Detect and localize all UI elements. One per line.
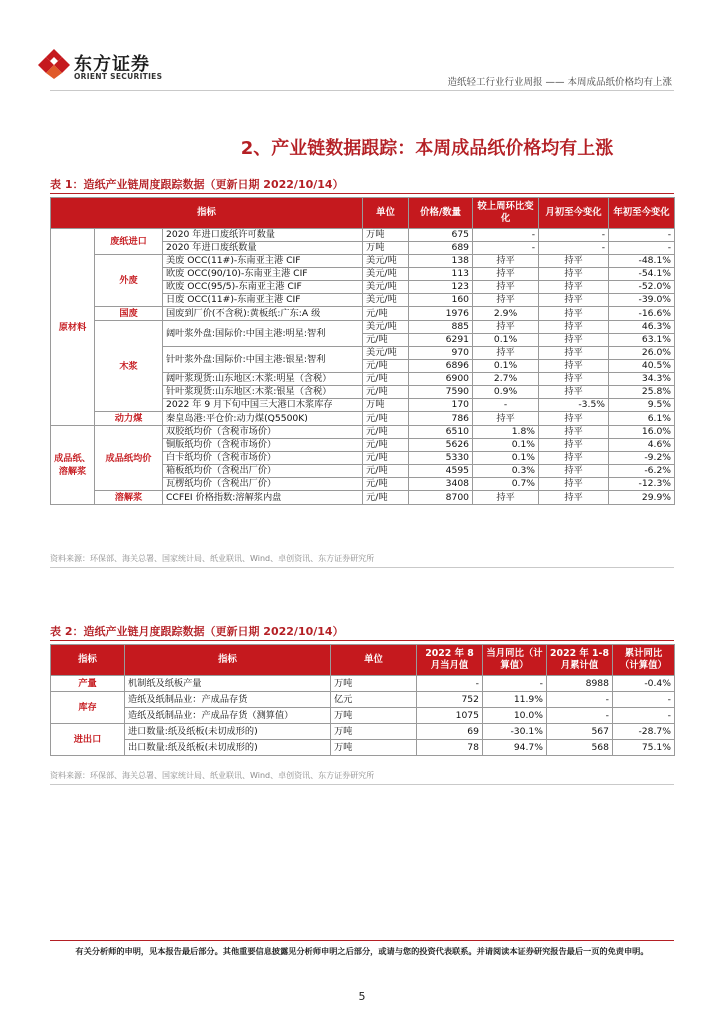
table2-caption: 表 2：造纸产业链月度跟踪数据（更新日期 2022/10/14） (50, 625, 344, 638)
table1-caption-line (50, 193, 674, 194)
table2-bottom-line (50, 784, 674, 785)
header-mtd: 月初至今变化 (539, 198, 609, 229)
header-wow: 较上周环比变化 (473, 198, 539, 229)
header-value: 价格/数量 (409, 198, 473, 229)
brand-name-en: ORIENT SECURITIES (74, 72, 163, 81)
table-row: 产量 机制纸及纸板产量 万吨 - - 8988 -0.4% (51, 676, 675, 692)
table-row: 日废 OCC(11#)-东南亚主港 CIF 美元/吨 160 持平 持平 -39.0% (51, 294, 675, 307)
footer-divider (50, 940, 674, 941)
table-row: 动力煤 秦皇岛港:平仓价:动力煤(Q5500K) 元/吨 786 持平 持平 6.1% (51, 412, 675, 426)
monthly-tracking-table (50, 644, 675, 756)
table1-header-row (51, 198, 675, 229)
subcategory-paper-price: 成品纸均价 (95, 426, 163, 491)
header-ytd: 年初至今变化 (609, 198, 675, 229)
table-row: 白卡纸均价（含税市场价） 元/吨 5330 0.1% 持平 -9.2% (51, 452, 675, 465)
table-row: 元/吨 6291 0.1% 持平 63.1% (51, 334, 675, 347)
table-row: 箱板纸均价（含税出厂价） 元/吨 4595 0.3% 持平 -6.2% (51, 465, 675, 478)
table-row: 造纸及纸制品业：产成品存货（测算值） 万吨 1075 10.0% - - (51, 708, 675, 724)
table-row: 针叶浆现货:山东地区:木浆:银星（含税） 元/吨 7590 0.9% 持平 25.8% (51, 386, 675, 399)
category-raw-materials: 原材料 (51, 229, 95, 426)
subcategory-foreign-waste: 外废 (95, 255, 163, 307)
category-trade: 进出口 (51, 724, 125, 756)
table-row: 铜版纸均价（含税市场价） 元/吨 5626 0.1% 持平 4.6% (51, 439, 675, 452)
table1-caption: 表 1：造纸产业链周度跟踪数据（更新日期 2022/10/14） (50, 178, 344, 191)
disclaimer-text: 有关分析师的申明，见本报告最后部分。其他重要信息披露见分析师申明之后部分，或请与您的投资代表联系。并请阅读本证券研究报告最后一页的免责申明。 (75, 946, 649, 956)
weekly-tracking-table (50, 197, 675, 505)
header-unit: 单位 (331, 645, 417, 676)
brand-name-cn: 东方证券 (74, 54, 150, 75)
table2-source: 资料来源：环保部、海关总署、国家统计局、纸业联讯、Wind、卓创资讯、东方证券研究所 (50, 771, 375, 780)
table-row: 欧废 OCC(95/5)-东南亚主港 CIF 美元/吨 123 持平 持平 -52.0% (51, 281, 675, 294)
table-row: 2020 年进口废纸数量 万吨 689 - - - (51, 242, 675, 255)
report-title: 造纸轻工行业行业周报 —— 本周成品纸价格均有上涨 (447, 77, 672, 88)
table-row: 瓦楞纸均价（含税出厂价） 元/吨 3408 0.7% 持平 -12.3% (51, 478, 675, 491)
header-divider (50, 90, 674, 91)
table-row: 2022 年 9 月下旬中国三大港口木浆库存 万吨 170 - -3.5% 9.5% (51, 399, 675, 412)
table-row: 库存 造纸及纸制品业：产成品存货 亿元 752 11.9% - - (51, 692, 675, 708)
header-indicator-detail: 指标 (125, 645, 331, 676)
subcategory-domestic-waste: 国废 (95, 307, 163, 321)
subcategory-dissolving-pulp: 溶解浆 (95, 491, 163, 505)
subcategory-coal: 动力煤 (95, 412, 163, 426)
header-cum-yoy: 累计同比（计算值） (613, 645, 675, 676)
table-row: 原材料 废纸进口 2020 年进口废纸许可数量 万吨 675 - - - (51, 229, 675, 242)
page-number: 5 (358, 990, 366, 1003)
table-row: 出口数量:纸及纸板(未切成形的) 万吨 78 94.7% 568 75.1% (51, 740, 675, 756)
table-row: 针叶浆外盘:国际价:中国主港:银星:智利 美元/吨 970 持平 持平 26.0% (51, 347, 675, 360)
brand-logo (38, 48, 178, 90)
category-inventory: 库存 (51, 692, 125, 724)
table-row: 溶解浆 CCFEI 价格指数:溶解浆内盘 元/吨 8700 持平 持平 29.9% (51, 491, 675, 505)
header-cum-value: 2022 年 1-8 月累计值 (547, 645, 613, 676)
header-month-value: 2022 年 8 月当月值 (417, 645, 483, 676)
header-indicator: 指标 (51, 645, 125, 676)
table1-source: 资料来源：环保部、海关总署、国家统计局、纸业联讯、Wind、卓创资讯、东方证券研究所 (50, 554, 375, 563)
table-row: 木浆 阔叶浆外盘:国际价:中国主港:明星:智利 美元/吨 885 持平 持平 46.3% (51, 321, 675, 334)
table-row: 元/吨 6896 0.1% 持平 40.5% (51, 360, 675, 373)
header-indicator: 指标 (51, 198, 363, 229)
header-unit: 单位 (363, 198, 409, 229)
table-row: 国废 国废到厂价(不含税):黄板纸:广东:A 级 元/吨 1976 2.9% 持平 -16.6% (51, 307, 675, 321)
table1-bottom-line (50, 567, 674, 568)
table-row: 进出口 进口数量:纸及纸板(未切成形的) 万吨 69 -30.1% 567 -28.7% (51, 724, 675, 740)
category-output: 产量 (51, 676, 125, 692)
category-finished-paper: 成品纸、溶解浆 (51, 426, 95, 505)
table-row: 成品纸、溶解浆 成品纸均价 双胶纸均价（含税市场价） 元/吨 6510 1.8% 持平 16.0% (51, 426, 675, 439)
table-row: 欧废 OCC(90/10)-东南亚主港 CIF 美元/吨 113 持平 持平 -54.1% (51, 268, 675, 281)
header-month-yoy: 当月同比（计算值） (483, 645, 547, 676)
table2-header-row (51, 645, 675, 676)
subcategory-waste-import: 废纸进口 (95, 229, 163, 255)
orient-logo-icon (38, 48, 70, 80)
table2-caption-line (50, 640, 674, 641)
section-title: 2、产业链数据跟踪：本周成品纸价格均有上涨 (240, 138, 614, 159)
table-row: 外废 美废 OCC(11#)-东南亚主港 CIF 美元/吨 138 持平 持平 -48.1% (51, 255, 675, 268)
table-row: 阔叶浆现货:山东地区:木浆:明星（含税） 元/吨 6900 2.7% 持平 34.3% (51, 373, 675, 386)
subcategory-pulp: 木浆 (95, 321, 163, 412)
